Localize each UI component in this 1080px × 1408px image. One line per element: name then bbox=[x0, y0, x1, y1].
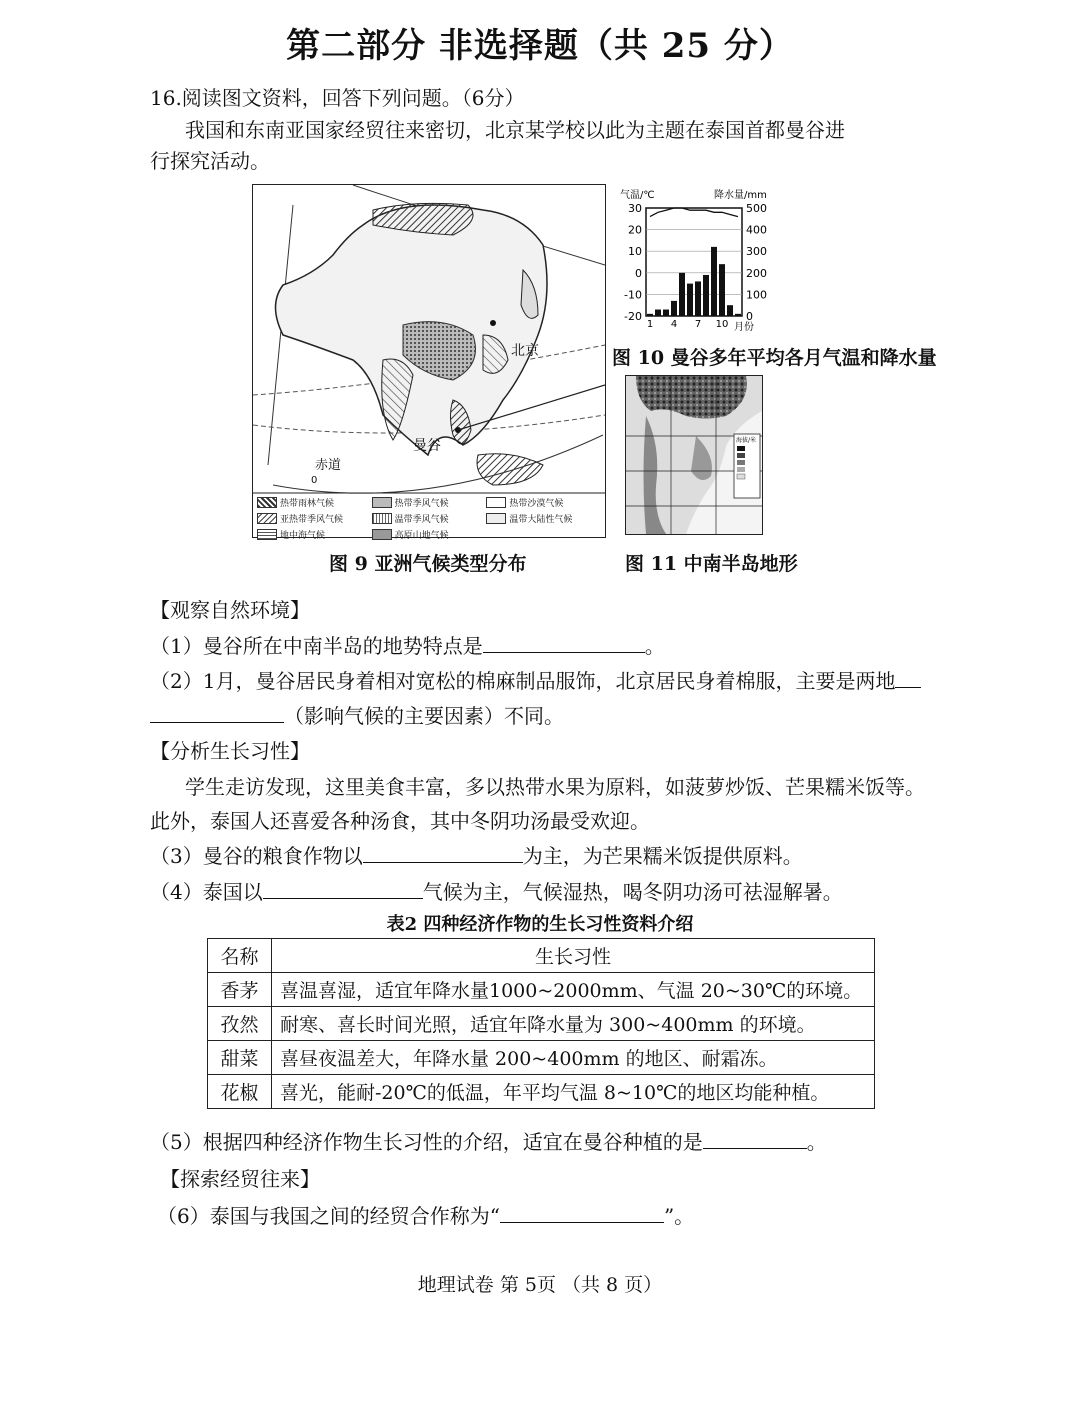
intro-line-2: 行探究活动。 bbox=[150, 149, 270, 173]
precip-bar bbox=[687, 284, 693, 316]
precip-bar bbox=[727, 305, 733, 316]
question-1: （1）曼谷所在中南半岛的地势特点是 。 bbox=[150, 634, 665, 658]
question-2-line-1: （2）1月，曼谷居民身着相对宽松的棉麻制品服饰，北京居民身着棉服，主要是两地 bbox=[150, 665, 921, 694]
question-3: （3）曼谷的粮食作物以 为主，为芒果糯米饭提供原料。 bbox=[150, 844, 803, 868]
y-right-tick: 500 bbox=[746, 202, 767, 215]
x-axis-label: 月份 bbox=[734, 322, 754, 333]
y-left-tick: 30 bbox=[628, 202, 642, 215]
y-left-tick: 10 bbox=[628, 245, 642, 259]
section-heading-growth: 【分析生长习性】 bbox=[150, 739, 310, 763]
table-header-row bbox=[208, 939, 875, 973]
precip-bar bbox=[679, 273, 685, 316]
precip-bar bbox=[647, 314, 653, 316]
legend-item: 热带沙漠气候 bbox=[486, 496, 601, 509]
y-left-tick: -10 bbox=[624, 288, 642, 302]
y-right-tick: 300 bbox=[746, 245, 767, 259]
fig9-caption: 图 9 亚洲气候类型分布 bbox=[329, 553, 527, 575]
crop-name: 孜然 bbox=[208, 1007, 272, 1041]
fig11-caption: 图 11 中南半岛地形 bbox=[625, 553, 798, 575]
fig10-caption: 图 10 曼谷多年平均各月气温和降水量 bbox=[612, 347, 937, 369]
question-2-line-2: （影响气候的主要因素）不同。 bbox=[150, 700, 564, 729]
indochina-terrain-drawing bbox=[626, 376, 762, 534]
legend-item: 高原山地气候 bbox=[372, 528, 487, 541]
temperature-line bbox=[650, 208, 738, 217]
precip-bar bbox=[663, 310, 669, 316]
x-tick: 7 bbox=[694, 319, 702, 330]
beijing-label: 北京 bbox=[511, 343, 539, 359]
question-16-stem: 16.阅读图文资料，回答下列问题。（6分） bbox=[150, 86, 525, 110]
table-row bbox=[208, 1041, 875, 1075]
beijing-marker bbox=[490, 320, 496, 326]
y-right-tick: 400 bbox=[746, 223, 767, 237]
precip-bar bbox=[719, 264, 725, 316]
crop-name: 甜菜 bbox=[208, 1041, 272, 1075]
header-name: 名称 bbox=[208, 939, 272, 973]
answer-blank-5[interactable] bbox=[703, 1130, 807, 1149]
precip-bar bbox=[711, 247, 717, 316]
indochina-terrain-map bbox=[625, 375, 763, 535]
page-footer: 地理试卷 第 5页 （共 8 页） bbox=[417, 1274, 663, 1296]
answer-blank-1[interactable] bbox=[483, 634, 645, 653]
legend-item: 热带雨林气候 bbox=[257, 496, 372, 509]
x-tick: 1 bbox=[646, 319, 654, 330]
answer-blank-4[interactable] bbox=[263, 880, 423, 899]
legend-item: 温带大陆性气候 bbox=[486, 512, 601, 525]
y-left-axis-label: 气温/℃ bbox=[620, 190, 655, 201]
asia-climate-map bbox=[252, 184, 606, 541]
table-row bbox=[208, 1007, 875, 1041]
x-tick: 4 bbox=[670, 319, 678, 330]
y-right-tick: 100 bbox=[746, 288, 767, 302]
table-row bbox=[208, 973, 875, 1007]
legend-item: 地中海气候 bbox=[257, 528, 372, 541]
legend-item: 热带季风气候 bbox=[372, 496, 487, 509]
part-title: 第二部分 非选择题（共 25 分） bbox=[286, 26, 794, 66]
equator-lon-label: 0 bbox=[311, 475, 318, 486]
intro-line-1: 我国和东南亚国家经贸往来密切，北京某学校以此为主题在泰国首都曼谷进 bbox=[185, 118, 845, 142]
growth-para-line-1: 学生走访发现，这里美食丰富，多以热带水果为原料，如菠萝炒饭、芒果糯米饭等。 bbox=[185, 775, 925, 799]
y-left-tick: 0 bbox=[635, 266, 642, 280]
section-heading-environment: 【观察自然环境】 bbox=[150, 598, 310, 622]
header-habit: 生长习性 bbox=[272, 939, 875, 973]
crop-habit: 喜温喜湿，适宜年降水量1000~2000mm、气温 20~30℃的环境。 bbox=[272, 973, 875, 1007]
question-4: （4）泰国以 气候为主，气候湿热，喝冬阴功汤可祛湿解暑。 bbox=[150, 880, 843, 904]
crop-name: 花椒 bbox=[208, 1075, 272, 1109]
climate-legend bbox=[257, 496, 601, 541]
y-right-tick: 0 bbox=[746, 310, 753, 323]
question-5: （5）根据四种经济作物生长习性的介绍，适宜在曼谷种植的是 。 bbox=[150, 1130, 827, 1154]
bangkok-climograph bbox=[612, 186, 788, 336]
precip-bar bbox=[695, 281, 701, 316]
precip-bar bbox=[671, 301, 677, 316]
crop-habit: 喜光，能耐-20℃的低温，年平均气温 8~10℃的地区均能种植。 bbox=[272, 1075, 875, 1109]
section-heading-trade: 【探索经贸往来】 bbox=[160, 1167, 320, 1191]
answer-blank-2b[interactable] bbox=[150, 704, 284, 723]
bangkok-label: 曼谷 bbox=[413, 438, 441, 454]
y-left-tick: -20 bbox=[624, 310, 642, 323]
crop-name: 香茅 bbox=[208, 973, 272, 1007]
question-6: （6）泰国与我国之间的经贸合作称为“ ”。 bbox=[157, 1204, 695, 1228]
plot-frame bbox=[646, 208, 742, 316]
y-left-tick: 20 bbox=[628, 223, 642, 237]
precip-bar bbox=[655, 310, 661, 316]
growth-para-line-2: 此外，泰国人还喜爱各种汤食，其中冬阴功汤最受欢迎。 bbox=[150, 809, 650, 833]
crop-habit: 耐寒、喜长时间光照，适宜年降水量为 300~400mm 的环境。 bbox=[272, 1007, 875, 1041]
crop-habit: 喜昼夜温差大，年降水量 200~400mm 的地区、耐霜冻。 bbox=[272, 1041, 875, 1075]
asia-climate-map-drawing bbox=[253, 185, 605, 537]
y-right-axis-label: 降水量/mm bbox=[714, 190, 767, 201]
equator-label: 赤道 bbox=[315, 458, 342, 473]
precip-bar bbox=[735, 314, 741, 316]
precip-bar bbox=[703, 275, 709, 316]
crop-habits-table bbox=[207, 938, 875, 1109]
legend-item: 温带季风气候 bbox=[372, 512, 487, 525]
elevation-legend-title: 海拔/米 bbox=[736, 437, 757, 444]
answer-blank-6[interactable] bbox=[500, 1204, 664, 1223]
answer-blank-3[interactable] bbox=[363, 844, 523, 863]
x-tick: 10 bbox=[715, 319, 729, 330]
answer-blank-2a[interactable] bbox=[895, 669, 921, 688]
legend-item: 亚热带季风气候 bbox=[257, 512, 372, 525]
table-row bbox=[208, 1075, 875, 1109]
y-right-tick: 200 bbox=[746, 266, 767, 280]
table-2-title: 表2 四种经济作物的生长习性资料介绍 bbox=[386, 914, 694, 935]
